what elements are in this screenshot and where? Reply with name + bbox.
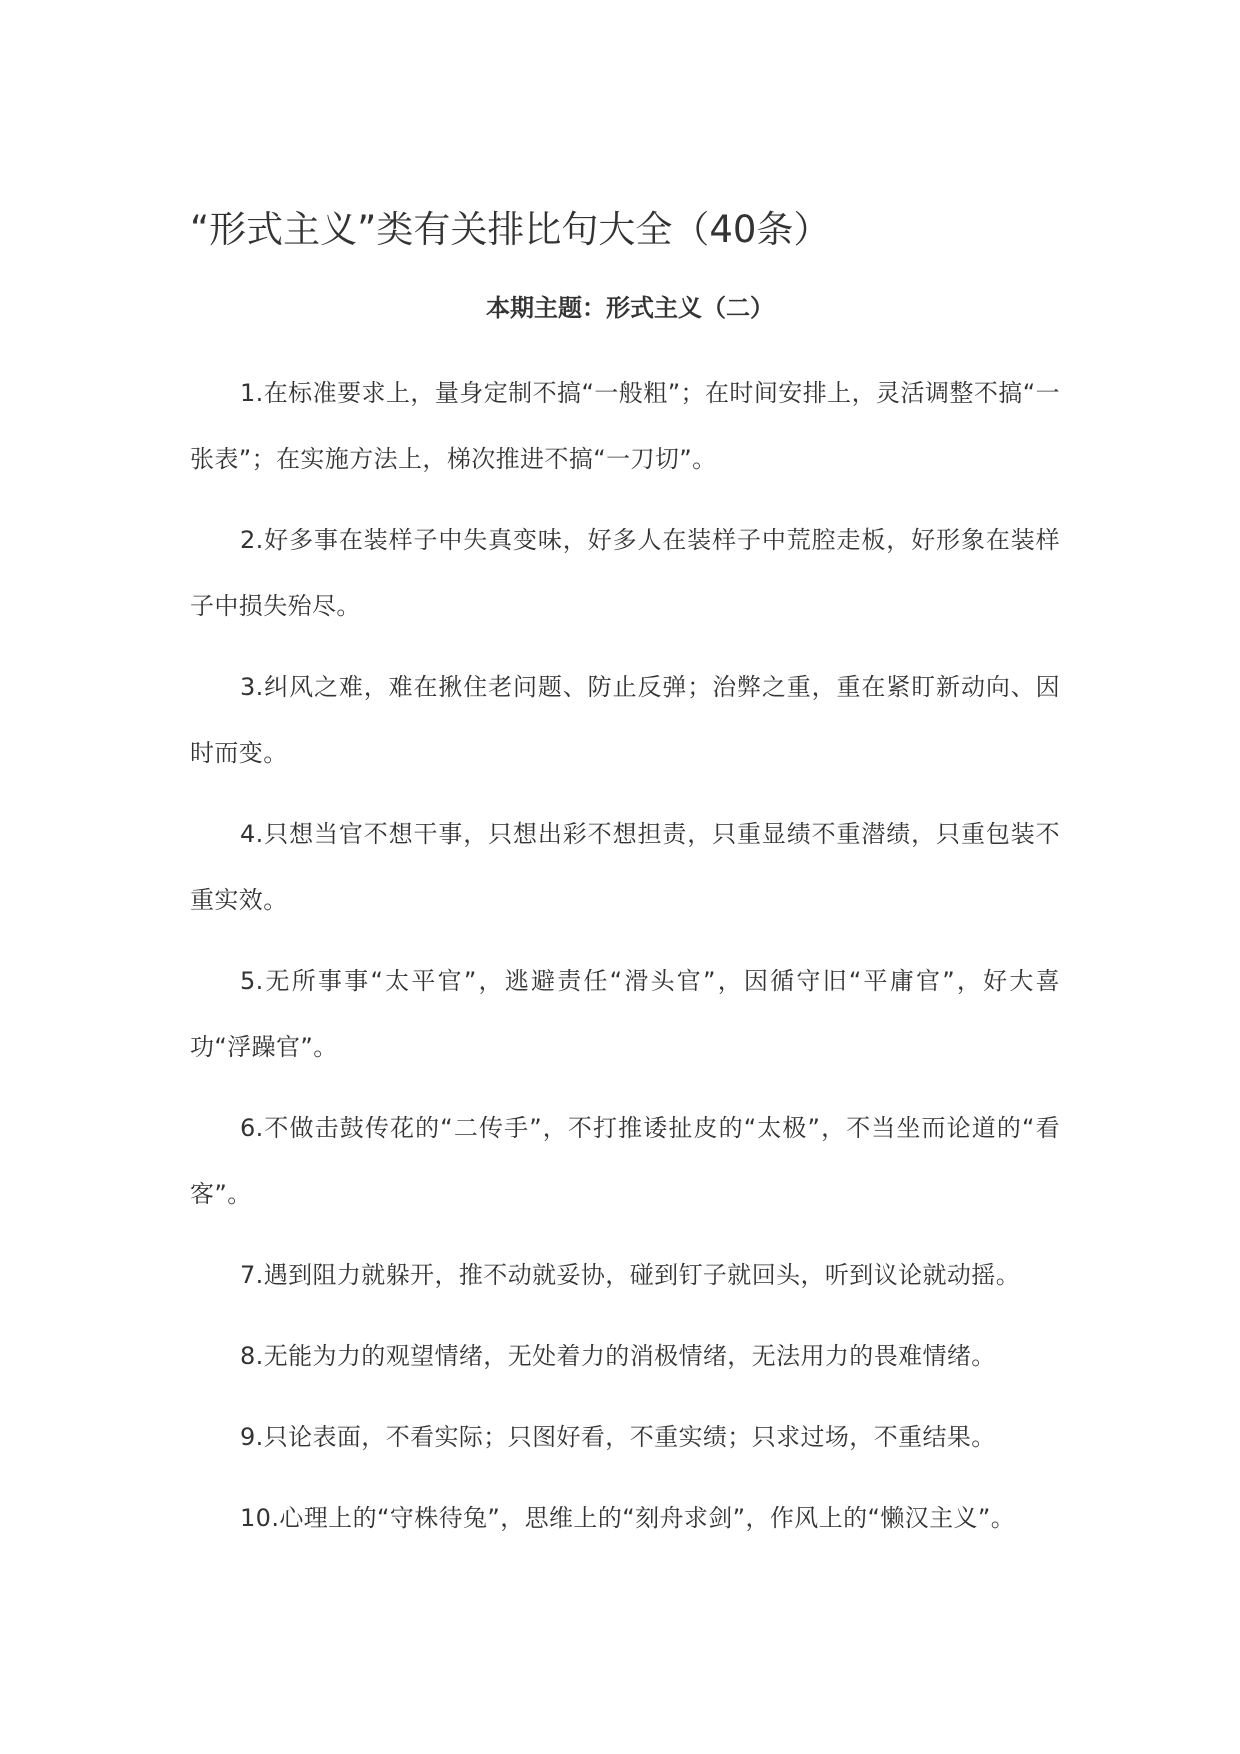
list-item: 1.在标准要求上，量身定制不搞“一般粗”；在时间安排上，灵活调整不搞“一张表”；在实施方法上，梯次推进不搞“一刀切”。 xyxy=(190,379,1060,473)
document-title: “形式主义”类有关排比句大全（40条） xyxy=(190,208,831,251)
list-item: 7.遇到阻力就躲开，推不动就妥协，碰到钉子就回头，听到议论就动摇。 xyxy=(240,1261,1021,1289)
document-subtitle: 本期主题：形式主义（二） xyxy=(486,294,774,322)
list-item: 9.只论表面，不看实际；只图好看，不重实绩；只求过场，不重结果。 xyxy=(240,1423,996,1451)
list-item: 8.无能为力的观望情绪，无处着力的消极情绪，无法用力的畏难情绪。 xyxy=(240,1342,996,1370)
list-item: 3.纠风之难，难在揪住老问题、防止反弹；治弊之重，重在紧盯新动向、因时而变。 xyxy=(190,673,1060,767)
list-item: 10.心理上的“守株待兔”，思维上的“刻舟求剑”，作风上的“懒汉主义”。 xyxy=(240,1504,1016,1532)
list-item: 4.只想当官不想干事，只想出彩不想担责，只重显绩不重潜绩，只重包装不重实效。 xyxy=(190,820,1060,914)
list-item: 6.不做击鼓传花的“二传手”，不打推诿扯皮的“太极”，不当坐而论道的“看客”。 xyxy=(190,1114,1060,1208)
list-item: 2.好多事在装样子中失真变味，好多人在装样子中荒腔走板，好形象在装样子中损失殆尽。 xyxy=(190,526,1060,620)
list-item: 5.无所事事“太平官”，逃避责任“滑头官”，因循守旧“平庸官”，好大喜功“浮躁官”。 xyxy=(190,967,1060,1061)
item-list xyxy=(190,360,1060,1566)
